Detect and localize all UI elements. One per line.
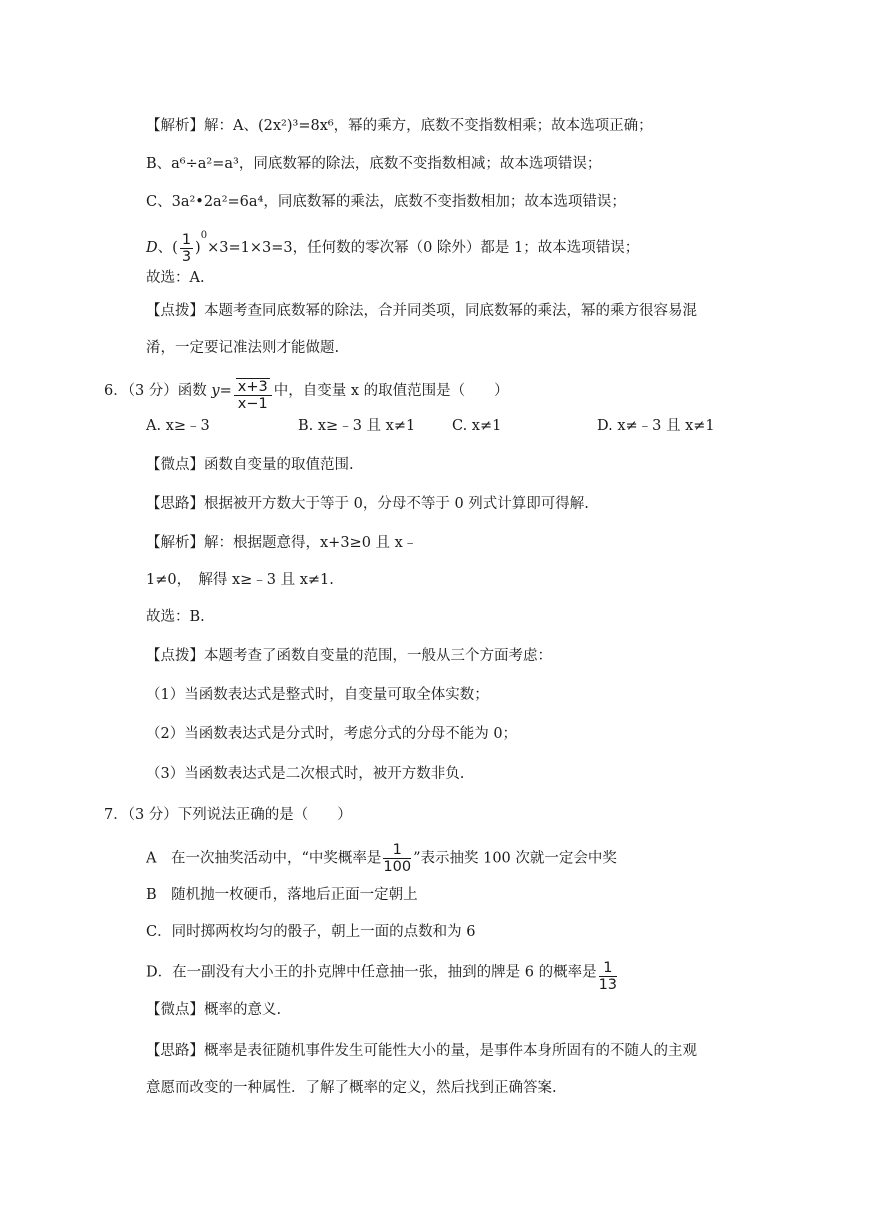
q7-option-d: [146, 960, 619, 993]
q6-option-a: A. x≥﹣3: [146, 418, 210, 434]
one-hundredth-fraction: $\frac{1}{100}$: [383, 842, 412, 875]
q6-point: 【微点】函数自变量的取值范围.: [146, 457, 354, 473]
q6-tip-item-3: （3）当函数表达式是二次根式时，被开方数非负.: [146, 766, 465, 782]
q6-tip-item-2: （2）当函数表达式是分式时，考虑分式的分母不能为 0；: [146, 726, 518, 742]
q7-option-a: [146, 842, 617, 875]
q7-idea-line-1: 【思路】概率是表征随机事件发生可能性大小的量，是事件本身所固有的不随人的主观: [146, 1043, 697, 1059]
q5-choose: 故选：A.: [146, 270, 205, 286]
q6-option-d: D. x≠﹣3 且 x≠1: [597, 418, 715, 434]
q6-tip-item-1: （1）当函数表达式是整式时，自变量可取全体实数；: [146, 687, 489, 703]
q7-stem: 7．（3 分）下列说法正确的是（ ）: [104, 807, 352, 823]
q6-analysis-line-1: 【解析】解：根据题意得，x+3≥0 且 x﹣: [146, 535, 418, 551]
q6-analysis-line-2: 1≠0， 解得 x≥﹣3 且 x≠1.: [146, 572, 334, 588]
q7-option-a-post: ”表示抽奖 100 次就一定会中奖: [413, 850, 617, 867]
one-thirteenth-fraction: $\frac{1}{13}$: [598, 960, 618, 993]
q5-analysis-line-b: B、a⁶÷a²=a³，同底数幂的除法，底数不变指数相减；故本选项错误；: [146, 156, 602, 172]
q6-option-b: B. x≥﹣3 且 x≠1: [298, 418, 416, 434]
q5-analysis-line-c: C、3a²•2a²=6a⁴，同底数幂的乘法，底数不变指数相加；故本选项错误；: [146, 194, 626, 210]
q6-function-fraction: $\frac{x+3}{x-1}$: [232, 378, 274, 402]
q5-analysis-line-a: 【解析】解：A、(2x²)³=8x⁶，幂的乘方，底数不变指数相乘；故本选项正确；: [146, 118, 653, 134]
q5-analysis-line-d: D、( $\frac{1}{3}$ )$^0$×3=1×3=3，任何数的零次幂（0 除外）都是 1；故本选项错误；: [146, 230, 640, 265]
q6-choose: 故选：B.: [146, 609, 205, 625]
one-third-fraction: $\frac{1}{3}$: [181, 231, 192, 265]
q5-analysis-line-d-text: ×3=1×3=3，任何数的零次幂（0 除外）都是 1；故本选项错误；: [207, 240, 640, 256]
q7-option-c: C．同时掷两枚均匀的骰子，朝上一面的点数和为 6: [146, 924, 476, 940]
q7-option-b: B 随机抛一枚硬币，落地后正面一定朝上: [146, 887, 418, 903]
q6-stem: 6．（3 分）函数 y= $\frac{x+3}{x-1}$ 中，自变量 x 的取值范围是（ ）: [104, 379, 509, 412]
q7-option-d-pre: D．在一副没有大小王的扑克牌中任意抽一张，抽到的牌是 6 的概率是: [146, 964, 597, 981]
q6-option-c: C. x≠1: [452, 418, 502, 434]
q7-option-a-pre: A 在一次抽奖活动中，“中奖概率是: [146, 850, 382, 867]
q5-tip-line-2: 淆，一定要记准法则才能做题.: [146, 340, 340, 356]
q7-idea-line-2: 意愿而改变的一种属性．了解了概率的定义，然后找到正确答案.: [146, 1080, 557, 1096]
q6-stem-post: 中，自变量 x 的取值范围是（ ）: [273, 383, 509, 399]
q6-stem-pre: 6．（3 分）函数: [104, 383, 212, 399]
q6-idea: 【思路】根据被开方数大于等于 0，分母不等于 0 列式计算即可得解.: [146, 496, 589, 512]
q7-point: 【微点】概率的意义.: [146, 1002, 282, 1018]
q5-tip-line-1: 【点拨】本题考查同底数幂的除法，合并同类项，同底数幂的乘法，幂的乘方很容易混: [146, 303, 697, 319]
q6-tip: 【点拨】本题考查了函数自变量的范围，一般从三个方面考虑：: [146, 648, 552, 664]
